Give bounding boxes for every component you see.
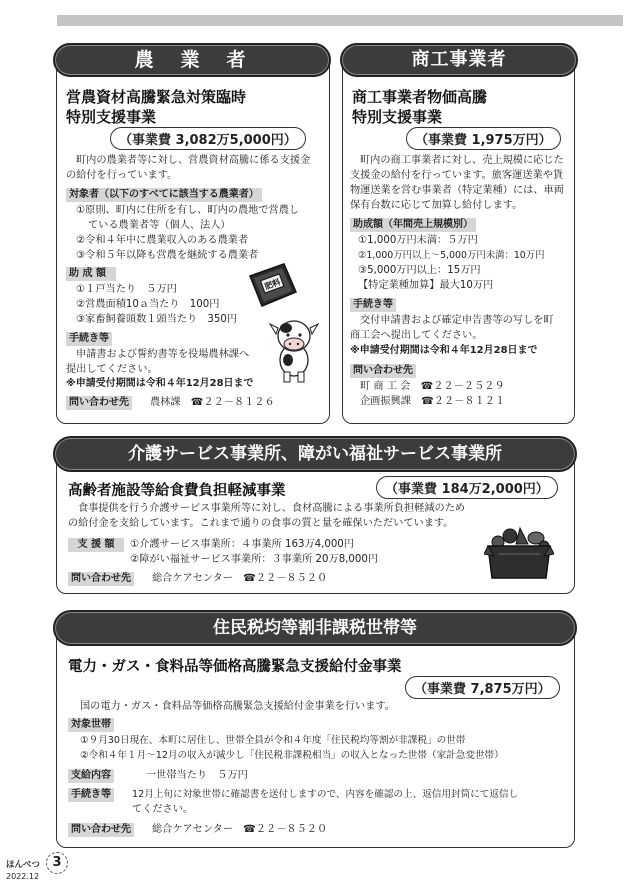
care-title: 高齢者施設等給食費負担軽減事業 [68,483,286,499]
agri-contact: 農林課 ☎２２－８１２６ [150,397,275,408]
commerce-budget: （事業費 1,975万円） [406,127,561,150]
commerce-aid-3: ③5,000万円以上：15万円 [358,265,481,276]
fertilizer-bag-text: 肥料 [263,277,282,292]
agri-contact-label: 問い合わせ先 [66,396,132,410]
agri-deadline: ※申請受付期間は令和４年12月28日まで [66,378,254,389]
care-desc-2: の給付金を支給しています。これまで通りの食事の質と量を確保いただいています。 [68,518,454,529]
commerce-title-2: 特別支援事業 [352,108,443,126]
tax-aid-label: 支給内容 [68,769,114,783]
footer-logo: ほんべつ [6,860,40,870]
commerce-proc-2: 商工会へ提出してください。 [350,330,483,341]
agri-title-1: 営農資材高騰緊急対策臨時 [66,88,247,106]
care-desc-1: 食事提供を行う介護サービス事業所等に対し、食材高騰による事業所負担軽減のため [78,503,466,514]
commerce-contact-2: 企画振興課 ☎２２－８１２１ [360,396,506,407]
agri-header: 農 業 者 [53,43,331,77]
tax-desc: 国の電力・ガス・食料品等価格高騰緊急支援給付金事業を行います。 [80,701,395,712]
agri-proc-2: 提出してください。 [66,364,158,375]
commerce-contact-1: 町 商 工 会 ☎２２－２５２９ [360,381,505,392]
agri-target-label: 対象者（以下のすべてに該当する農業者） [66,188,262,202]
tax-contact-label: 問い合わせ先 [68,823,134,837]
commerce-title-1: 商工事業者物価高騰 [352,88,488,106]
agri-target-3: ③令和５年以降も営農を継続する農業者 [76,250,259,261]
tax-target-label: 対象世帯 [68,718,114,732]
agri-aid-1: ①１戸当たり ５万円 [76,284,177,295]
agri-proc-label: 手続き等 [66,332,112,346]
tax-title: 電力・ガス・食料品等価格高騰緊急支援給付金事業 [68,659,402,675]
agri-target-2: ②令和４年中に農業収入のある農業者 [76,235,249,246]
commerce-aid-1: ①1,000万円未満：５万円 [358,235,478,246]
care-contact: 総合ケアセンター ☎２２－８５２０ [152,573,328,584]
agri-target-1b: ている農業者等（個人、法人） [88,220,231,231]
commerce-proc-label: 手続き等 [350,298,396,312]
tax-proc-2: てください。 [132,804,194,815]
tax-target-2: ②令和４年１月～12月の収入が減少し「住民税非課税相当」の収入となった世帯（家計急変世帯） [80,750,504,761]
footer-page-number: 3 [46,852,68,874]
footer-date: 2022.12 [6,872,40,881]
commerce-aid-4: 【特定業種加算】最大10万円 [358,280,494,291]
commerce-contact-label: 問い合わせ先 [350,364,416,378]
agri-budget: （事業費 3,082万5,000円） [110,127,306,150]
fertilizer-bag-icon [244,262,300,308]
care-header: 介護サービス事業所、障がい福祉サービス事業所 [53,436,577,472]
commerce-aid-2: ②1,000万円以上～5,000万円未満：10万円 [358,250,545,261]
care-aid-2: ②障がい福祉サービス事業所：３事業所 20万8,000円 [130,554,379,565]
tax-proc-1: 12月上旬に対象世帯に確認書を送付しますので、内容を確認の上、返信用封筒にて返信し [132,789,519,800]
care-aid-label: 支 援 額 [68,538,124,552]
top-bar [57,15,623,26]
tax-proc-label: 手続き等 [68,788,114,802]
agri-title-2: 特別支援事業 [66,108,157,126]
food-box-icon [484,520,554,582]
care-aid-1: ①介護サービス事業所：４事業所 163万4,000円 [130,539,354,550]
commerce-proc-1: 交付申請書および確定申告書等の写しを町 [360,315,554,326]
tax-target-1: ①９月30日現在、本町に居住し、世帯全員が令和４年度「住民税均等割が非課税」の世帯 [80,735,466,746]
tax-aid: 一世帯当たり ５万円 [146,770,248,781]
agri-aid-2: ②営農面積10ａ当たり 100円 [76,299,220,310]
agri-desc: 町内の農業者等に対し、営農資材高騰に係る支援金の給付を行っています。 [66,155,311,181]
tax-contact: 総合ケアセンター ☎２２－８５２０ [152,824,328,835]
commerce-header: 商工事業者 [340,43,578,77]
care-budget: （事業費 184万2,000円） [376,476,558,499]
cow-icon [268,316,320,384]
tax-header: 住民税均等割非課税世帯等 [53,610,577,646]
commerce-deadline: ※申請受付期間は令和４年12月28日まで [350,345,538,356]
commerce-desc: 町内の商工事業者に対し、売上規模に応じた支援金の給付を行っています。旅客運送業や貨物運送業を営む事業者（特定業種）には、車両保有台数に応じて加算し給付します。 [350,155,564,211]
agri-target-1a: ①原則、町内に住所を有し、町内の農地で営農し [76,205,300,216]
commerce-aid-label: 助成額（年間売上規模別） [350,218,476,232]
agri-aid-label: 助 成 額 [66,267,116,281]
tax-budget: （事業費 7,875万円） [405,676,560,699]
agri-aid-3: ③家畜飼養頭数１頭当たり 350円 [76,314,238,325]
care-contact-label: 問い合わせ先 [68,572,134,586]
agri-proc-1: 申請書および誓約書等を役場農林課へ [76,349,250,360]
